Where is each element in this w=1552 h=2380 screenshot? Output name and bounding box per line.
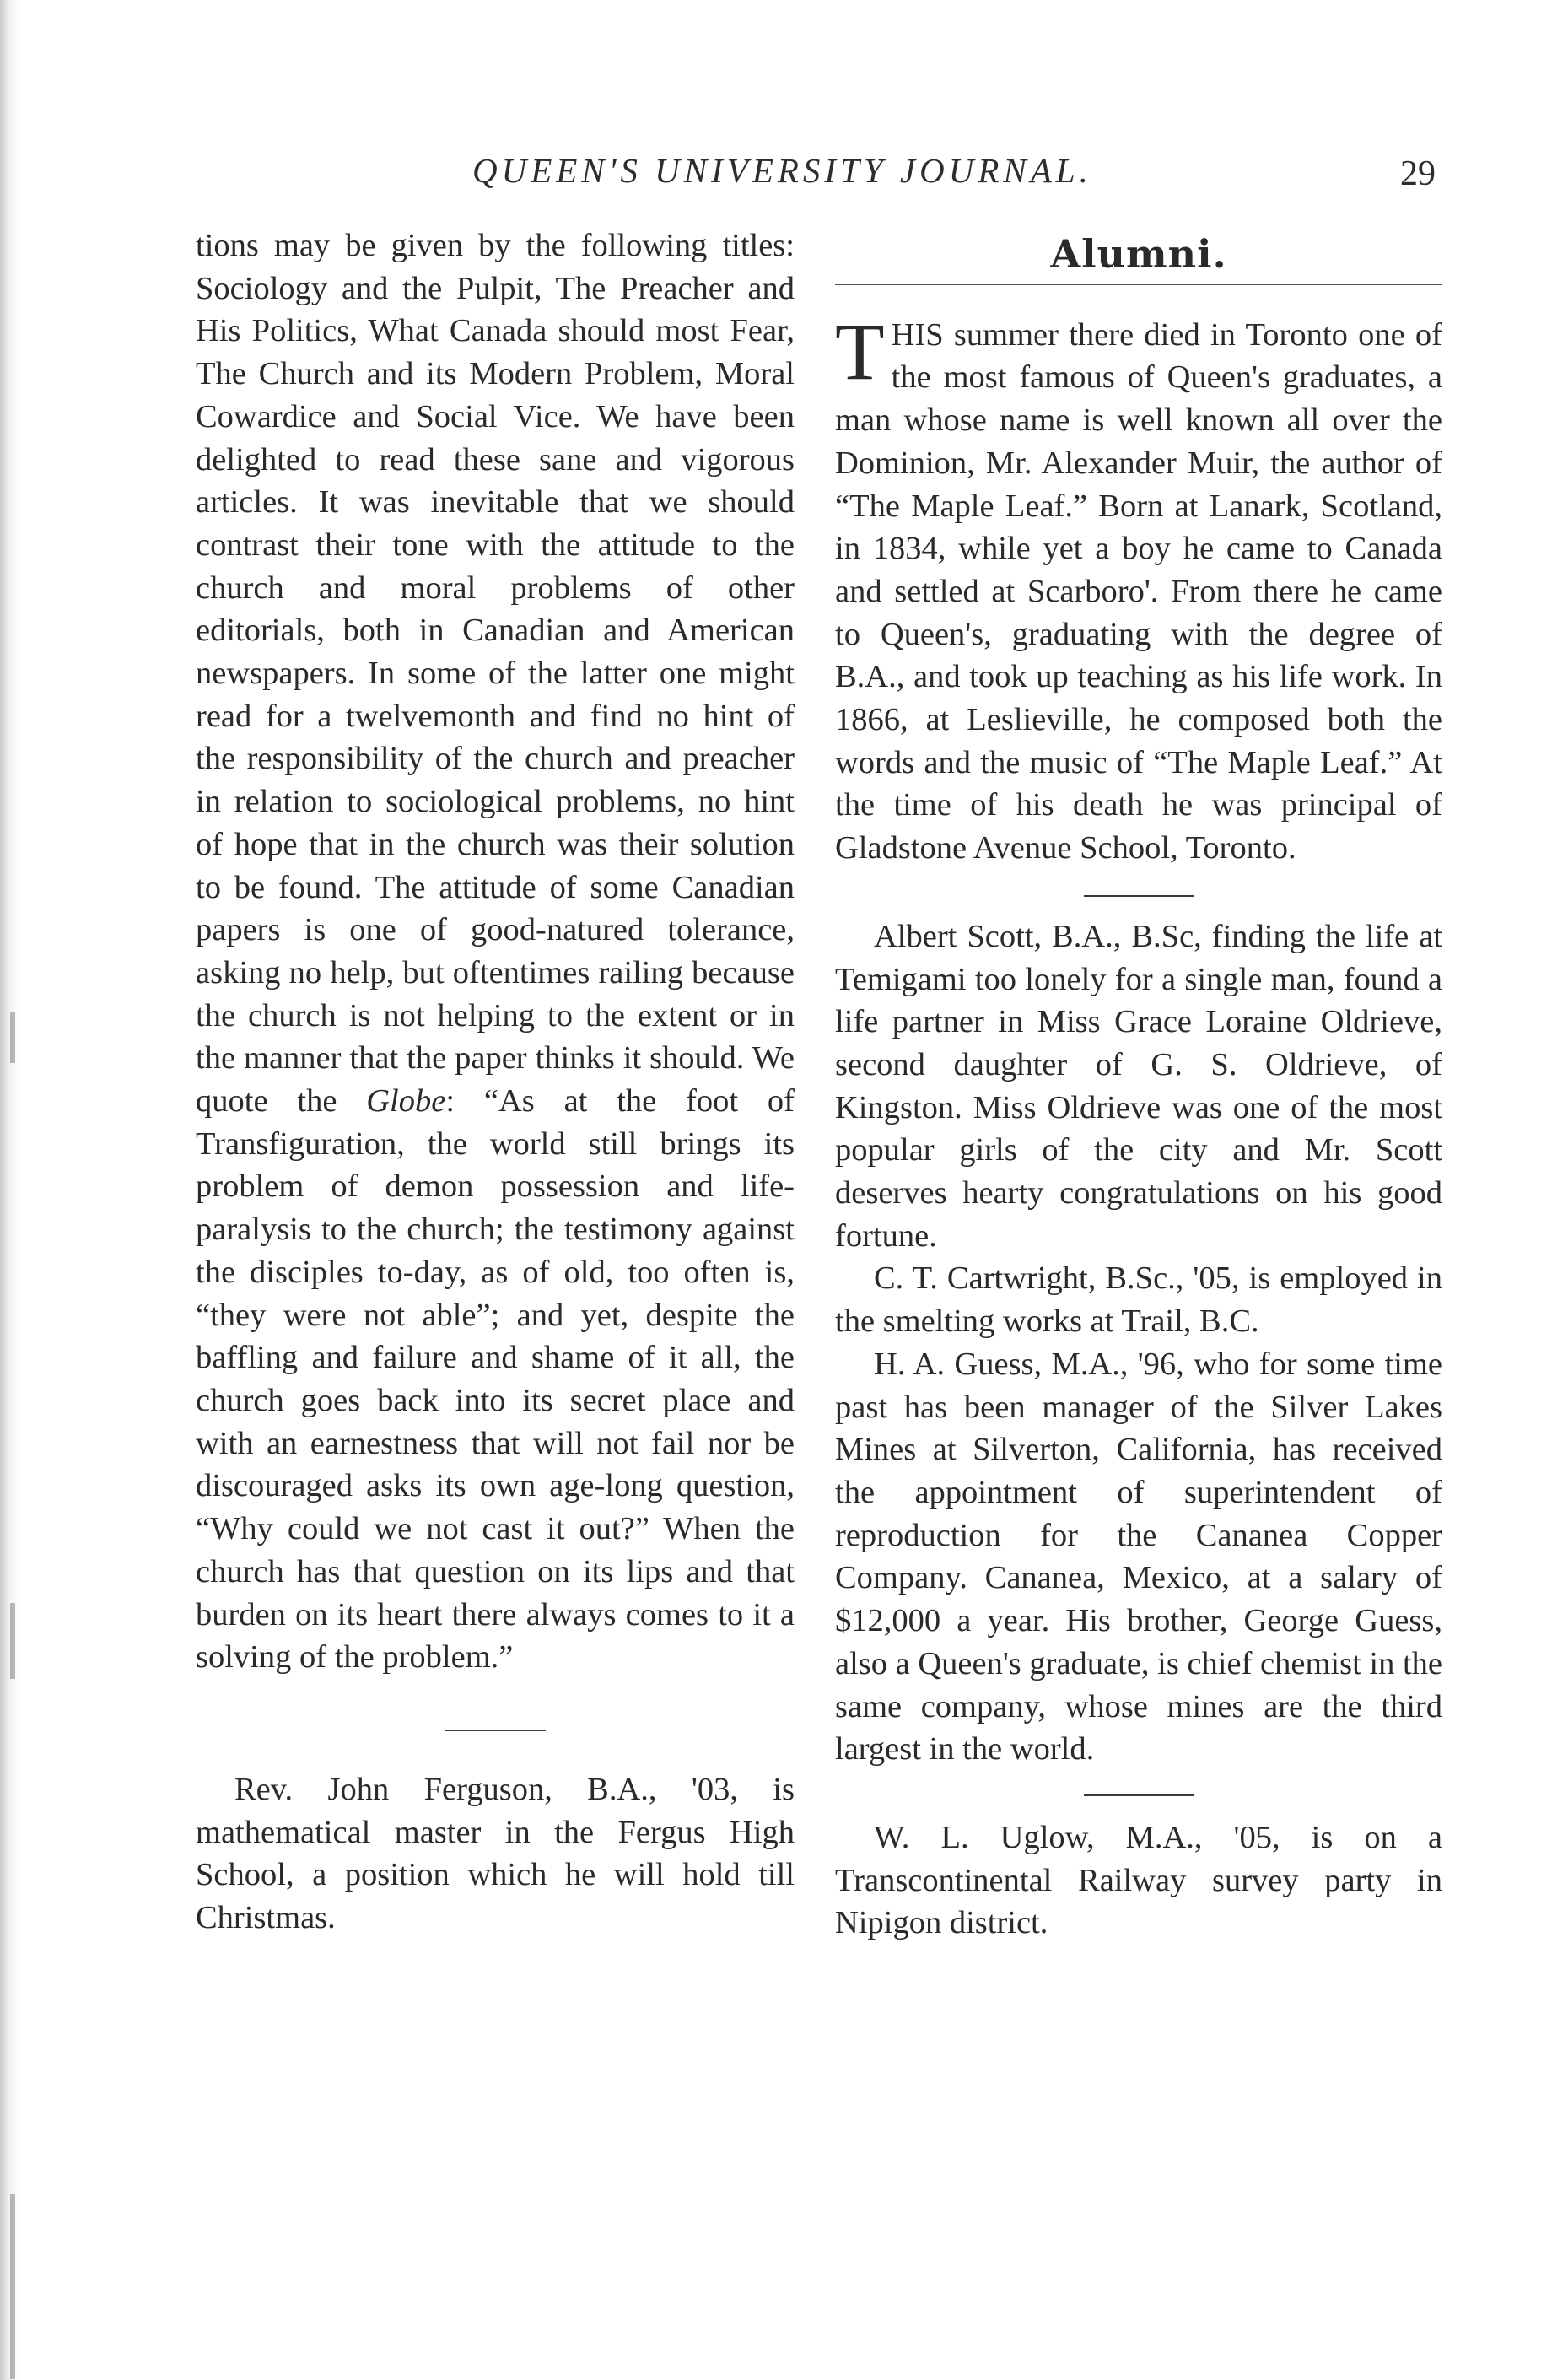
right-paragraph: C. T. Cartwright, B.Sc., '05, is employed in the smelting works at Trail, B.C. — [835, 1260, 1442, 1340]
paragraph-text: tions may be given by the following titles: Sociology and the Pulpit, The Preacher and His Politics, What Canada should most Fear, The Church and its Modern Problem, Moral Cowardice and Social Vice. We have been delighted to read these sane and vigorous articles. It was inevitable that we should contrast their tone with the attitude to the church and moral problems of other editorials, both in Canadian and American newspapers. In some of the latter one might read for a twelvemonth and find no hint of the responsibility of the church and preacher in relation to sociological problems, no hint of hope that in the church was their solution to be found. The attitude of some Canadian papers is one of good-natured tolerance, asking no help, but oftentimes railing because the church is not helping to the extent or in the manner that the paper thinks it should. We quote the — [196, 228, 795, 1120]
page-number: 29 — [1400, 154, 1436, 193]
quoted-paper-name: Globe — [366, 1083, 446, 1120]
globe-quote: : “As at the foot of Transfiguration, the world still brings its problem of demon possession and life-paralysis to the church; the testimony against the disciples to-day, as of old, too often is, “they were not able”; and yet, despite the baffling and failure and shame of it all, the church goes back into its secret place and with an earnestness that will not fail nor be discouraged asks its own age-long question, “Why could we not cast it out?” When the church has that question on its lips and that burden on its heart there always comes to it a solving of the problem.” — [196, 1083, 795, 1676]
left-column — [196, 224, 795, 1940]
binding-mark — [10, 2194, 15, 2379]
binding-mark — [10, 1012, 15, 1063]
running-head: QUEEN'S UNIVERSITY JOURNAL. — [472, 151, 1092, 190]
left-paragraph — [196, 224, 795, 1679]
right-paragraph — [835, 305, 1442, 870]
right-column — [835, 233, 1442, 1945]
right-paragraph: W. L. Uglow, M.A., '05, is on a Transcontinental Railway survey party in Nipigon district. — [835, 1819, 1442, 1941]
page-edge-shadow — [0, 0, 19, 2380]
section-divider — [445, 1730, 546, 1731]
right-paragraph: H. A. Guess, M.A., '96, who for some time past has been manager of the Silver Lakes Mines at Silverton, California, has received the appointment of superintendent of reproduction for the Cananea Copper Company. Cananea, Mexico, at a salary of $12,000 a year. His brother, George Guess, also a Queen's graduate, is chief chemist in the same company, whose mines are the third largest in the world. — [835, 1346, 1443, 1767]
drop-cap: T — [835, 305, 885, 397]
title-divider — [835, 284, 1442, 285]
right-paragraph: Albert Scott, B.A., B.Sc, finding the life at Temigami too lonely for a single man, found a life partner in Miss Grace Loraine Oldrieve, second daughter of G. S. Oldrieve, of Kingston. Miss Oldrieve was one of the most popular girls of the city and Mr. Scott deserves hearty congratulations on his good fortune. — [835, 918, 1442, 1254]
binding-mark — [10, 1603, 15, 1679]
paragraph-text: HIS summer there died in Toronto one of the most famous of Queen's graduates, a man whose name is well known all over the Dominion, Mr. Alexander Muir, the author of “The Maple Leaf.” Born at Lanark, Scotland, in 1834, while yet a boy he came to Canada and settled at Scarboro'. From there he came to Queen's, graduating with the degree of B.A., and took up teaching as his life work. In 1866, at Leslieville, he composed both the words and the music of “The Maple Leaf.” At the time of his death he was principal of Gladstone Avenue School, Toronto. — [835, 316, 1442, 866]
section-divider — [1084, 895, 1194, 897]
section-divider — [1084, 1794, 1194, 1796]
left-paragraph: Rev. John Ferguson, B.A., '03, is mathematical master in the Fergus High School, a position which he will hold till Christmas. — [196, 1771, 795, 1936]
section-title: Alumni. — [1050, 231, 1227, 277]
